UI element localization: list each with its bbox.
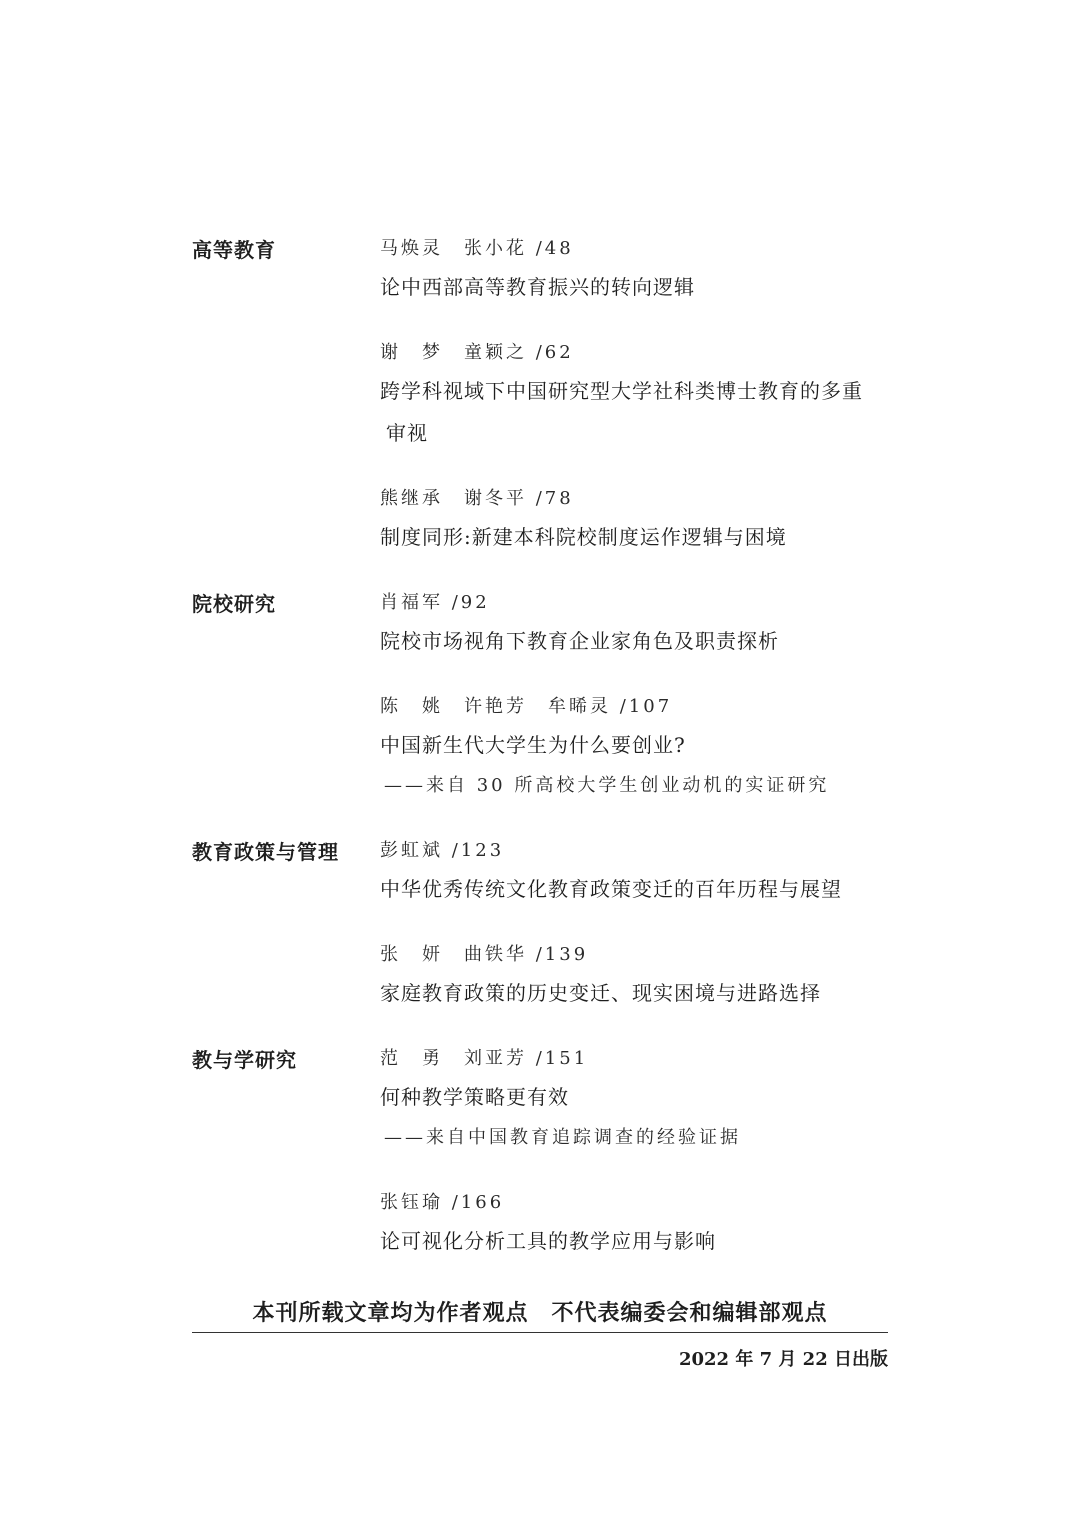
entry-authors: 肖福军 /92 xyxy=(380,592,490,613)
entry-title: 中国新生代大学生为什么要创业? xyxy=(380,733,686,757)
toc-section-teaching-learning xyxy=(0,1042,1080,1262)
entry-subtitle: ——来自中国教育追踪调查的经验证据 xyxy=(384,1127,741,1148)
section-label: 院校研究 xyxy=(192,592,276,616)
entry-title: 院校市场视角下教育企业家角色及职责探析 xyxy=(380,629,779,653)
entry-title: 何种教学策略更有效 xyxy=(380,1085,569,1109)
section-label: 教育政策与管理 xyxy=(192,840,339,864)
toc-section-higher-education xyxy=(0,232,1080,558)
entry-authors: 马焕灵 张小花 /48 xyxy=(380,238,574,259)
entry-subtitle: ——来自 30 所高校大学生创业动机的实证研究 xyxy=(384,775,830,796)
section-label: 教与学研究 xyxy=(192,1048,297,1072)
toc-entry[interactable] xyxy=(380,232,900,308)
disclaimer: 本刊所载文章均为作者观点 不代表编委会和编辑部观点 xyxy=(252,1301,828,1326)
entry-authors: 范 勇 刘亚芳 /151 xyxy=(380,1048,589,1069)
toc-entry[interactable] xyxy=(380,938,900,1014)
entry-authors: 熊继承 谢冬平 /78 xyxy=(380,488,574,509)
publication-date: 2022 年 7 月 22 日出版 xyxy=(678,1349,888,1370)
entry-title: 制度同形:新建本科院校制度运作逻辑与困境 xyxy=(380,525,787,549)
entry-authors: 张 妍 曲铁华 /139 xyxy=(380,944,589,965)
section-label: 高等教育 xyxy=(192,238,276,262)
entry-title: 中华优秀传统文化教育政策变迁的百年历程与展望 xyxy=(380,877,842,901)
entry-title-continued: 审视 xyxy=(386,421,428,445)
entry-authors: 陈 姚 许艳芳 牟晞灵 /107 xyxy=(380,696,673,717)
entry-title: 论中西部高等教育振兴的转向逻辑 xyxy=(380,275,695,299)
entry-authors: 彭虹斌 /123 xyxy=(380,840,505,861)
entry-title: 跨学科视域下中国研究型大学社科类博士教育的多重 xyxy=(380,379,863,403)
entry-authors: 谢 梦 童颖之 /62 xyxy=(380,342,574,363)
toc-entry[interactable] xyxy=(380,1186,900,1262)
entry-title: 家庭教育政策的历史变迁、现实困境与进路选择 xyxy=(380,981,821,1005)
toc-entry[interactable] xyxy=(380,336,900,454)
toc-entry[interactable] xyxy=(380,1042,900,1158)
toc-entry[interactable] xyxy=(380,834,900,910)
divider xyxy=(192,1332,888,1333)
toc-section-institutional-research xyxy=(0,586,1080,806)
toc-entry[interactable] xyxy=(380,482,900,558)
entry-title: 论可视化分析工具的教学应用与影响 xyxy=(380,1229,716,1253)
table-of-contents xyxy=(0,232,1080,1290)
entry-authors: 张钰瑜 /166 xyxy=(380,1192,505,1213)
toc-section-education-policy xyxy=(0,834,1080,1014)
toc-entry[interactable] xyxy=(380,586,900,662)
toc-entry[interactable] xyxy=(380,690,900,806)
